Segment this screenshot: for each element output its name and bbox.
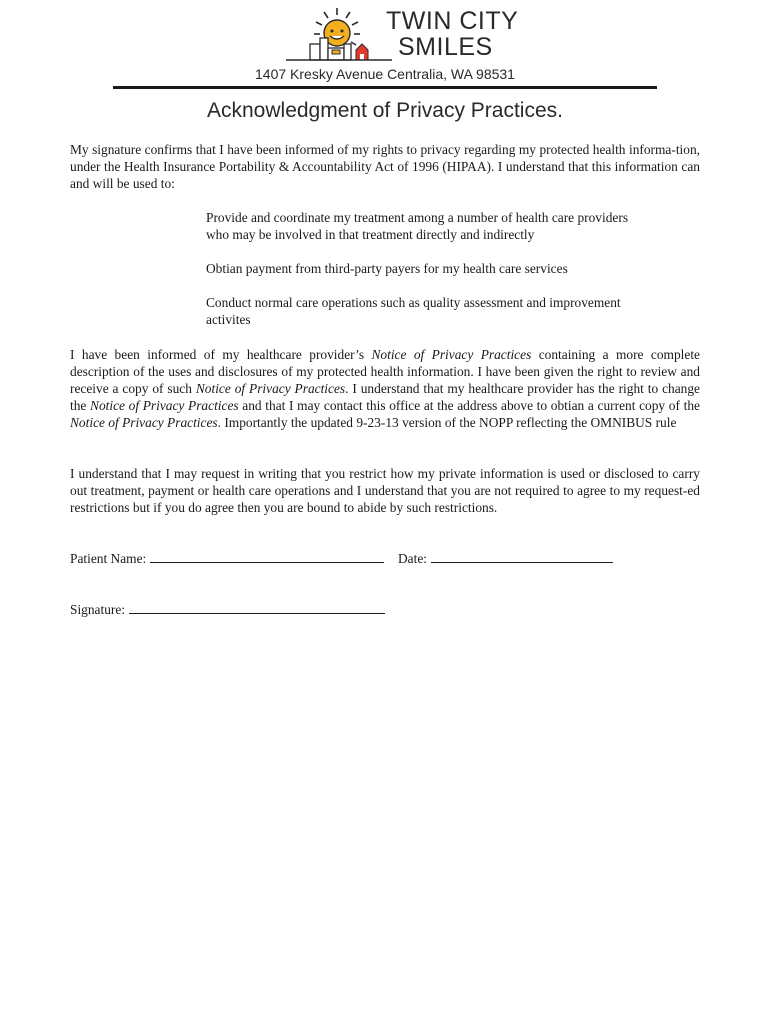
notice-text-1: I have been informed of my healthcare provider’s [70, 347, 372, 362]
notice-text-5: . Importantly the updated 9-23-13 version of the NOPP reflecting the OMNIBUS rule [217, 415, 677, 430]
logo-wordmark [386, 8, 518, 60]
restriction-paragraph: I understand that I may request in writing that you restrict how my private information is used or disclosed to carry out treatment, payment or health care operations and I understand that you are not required to agree to my request-ed restrictions but if you do agree then you are bound to abide by such restrictions. [70, 466, 700, 515]
uses-list [206, 209, 636, 345]
signature-line[interactable] [129, 601, 385, 614]
clinic-logo [282, 4, 519, 64]
date-line[interactable] [431, 550, 613, 563]
document-title: Acknowledgment of Privacy Practices. [207, 99, 563, 122]
header-divider [113, 86, 657, 89]
signature-field [70, 601, 385, 618]
signature-label: Signature: [70, 602, 126, 617]
notice-text-3: . I understand that my healthcare provider has the right to change the [70, 381, 700, 413]
npp-reference: Notice of Privacy Practices [90, 398, 239, 413]
npp-reference: Notice of Privacy Practices [70, 415, 218, 430]
date-label: Date: [398, 551, 427, 566]
list-item: Provide and coordinate my treatment among a number of health care providers who may be involved in that treatment directly and indirectly [206, 210, 629, 242]
notice-text-4: and that I may contact this office at the address above to obtian a current copy of the [238, 398, 700, 413]
patient-name-label: Patient Name: [70, 551, 147, 566]
logo-line-1: TWIN CITY [386, 7, 519, 35]
notice-paragraph [70, 346, 700, 431]
npp-reference: Notice of Privacy Practices [371, 347, 532, 362]
date-field [398, 550, 613, 567]
notice-text-2: containing a more complete description of the uses and disclosures of my protected health information. I have been given the right to review and receive a copy of such [70, 347, 700, 396]
npp-reference: Notice of Privacy Practices [195, 381, 346, 396]
sun-city-logo-icon [282, 4, 392, 64]
clinic-address: 1407 Kresky Avenue Centralia, WA 98531 [255, 66, 515, 82]
patient-name-line[interactable] [150, 550, 384, 563]
patient-name-field [70, 550, 384, 567]
list-item: Conduct normal care operations such as quality assessment and improvement activites [206, 295, 621, 327]
intro-paragraph: My signature confirms that I have been informed of my rights to privacy regarding my protected health informa-tion, under the Health Insurance Portability & Accountability Act of 1996 (HIPAA). I understand that this information can and will be used to: [70, 142, 700, 191]
logo-line-2: SMILES [398, 33, 493, 61]
list-item: Obtian payment from third-party payers for my health care services [206, 261, 568, 276]
